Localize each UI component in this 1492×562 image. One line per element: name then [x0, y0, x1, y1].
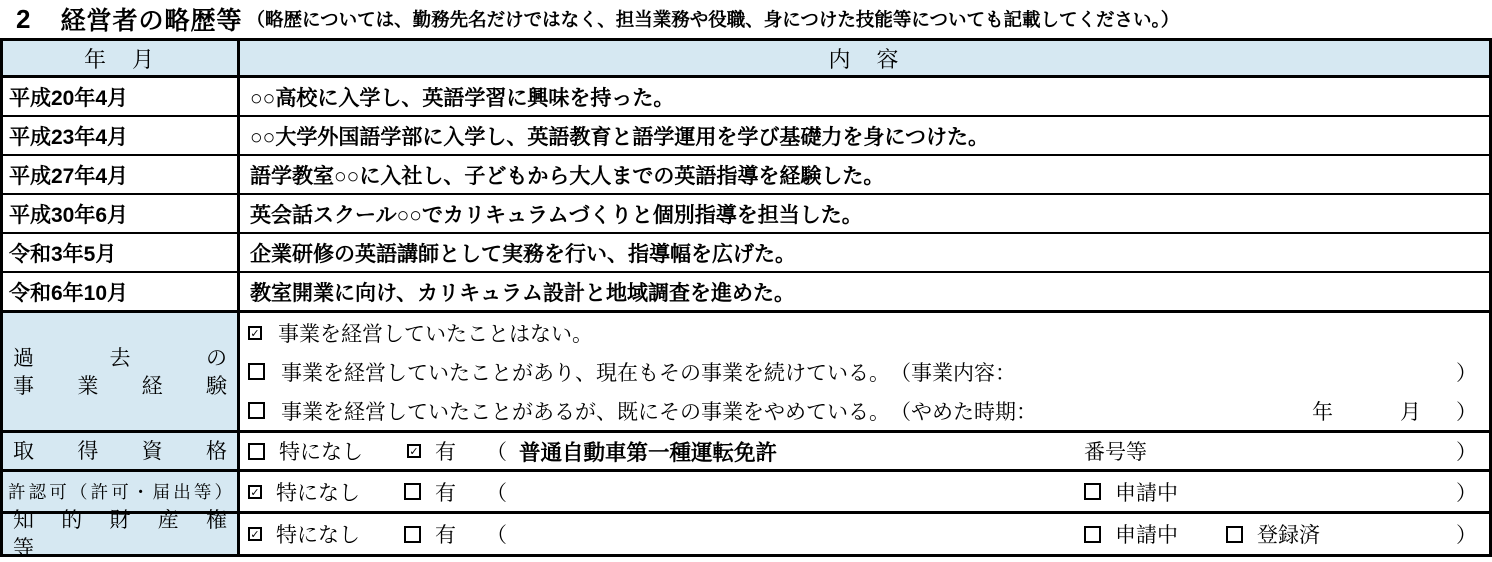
history-date: 平成27年4月	[3, 156, 240, 193]
history-content: 語学教室○○に入社し、子どもから大人までの英語指導を経験した。	[250, 164, 885, 188]
history-content: ○○大学外国語学部に入学し、英語教育と語学運用を学び基礎力を身につけた。	[250, 125, 989, 149]
quit-date-paren-open: （やめた時期：	[890, 399, 1037, 424]
checkbox-ip-have[interactable]	[404, 526, 421, 543]
qualifications-have-label: 有	[435, 440, 456, 464]
ip-content	[240, 514, 1489, 554]
checkbox-past-business-quit[interactable]	[248, 402, 265, 419]
ip-paren-close: ）	[1456, 523, 1477, 547]
table-header-row	[3, 41, 1489, 78]
history-content: 教室開業に向け、カリキュラム設計と地域調査を進めた。	[250, 281, 795, 305]
checkbox-permits-applying[interactable]	[1084, 483, 1101, 500]
past-option-none-label: 事業を経営していたことはない。	[278, 321, 593, 346]
permits-have-label: 有	[435, 480, 456, 505]
history-date: 平成30年6月	[3, 195, 240, 232]
header-content	[240, 41, 1489, 75]
checkbox-no-past-business[interactable]	[248, 326, 262, 340]
checkbox-qualifications-have[interactable]	[407, 444, 421, 458]
business-detail-paren-open: （事業内容：	[890, 360, 1016, 385]
past-option-continuing-label: 事業を経営していたことがあり、現在もその事業を続けている。	[281, 360, 890, 385]
business-detail-paren-close: ）	[1456, 360, 1477, 385]
history-content: 企業研修の英語講師として実務を行い、指導幅を広げた。	[250, 242, 796, 266]
table-row	[3, 156, 1489, 195]
quit-date-paren-close: ）	[1456, 399, 1477, 424]
history-date: 令和6年10月	[3, 273, 240, 310]
history-content: ○○高校に入学し、英語学習に興味を持った。	[250, 86, 675, 110]
ip-label: 知 的 財 産 権 等	[13, 508, 248, 560]
qualifications-number-label: 番号等	[1084, 440, 1147, 464]
checkbox-ip-none[interactable]	[248, 527, 262, 541]
section-note: （略歴については、勤務先名だけではなく、担当業務や役職、身につけた技能等についても記載してください。）	[246, 9, 1180, 30]
qualifications-content	[240, 433, 1489, 469]
checkbox-qualifications-none[interactable]	[248, 443, 265, 460]
qualifications-label: 取 得 資 格	[13, 439, 227, 463]
past-option-continuing	[240, 352, 1489, 391]
past-business-label-line2: 事 業 経 験	[13, 373, 227, 398]
permits-label: 許認可（許可・届出等）	[8, 481, 232, 502]
past-option-quit	[240, 391, 1489, 430]
qualifications-paren-open: （	[486, 440, 507, 464]
checkbox-ip-registered[interactable]	[1226, 526, 1243, 543]
section-number: 2	[16, 3, 31, 34]
past-business-row	[3, 313, 1489, 433]
past-business-label-line1: 過 去 の	[13, 345, 227, 370]
ip-registered-label: 登録済	[1257, 523, 1320, 547]
ip-row	[3, 508, 1489, 560]
qualifications-row	[3, 433, 1489, 472]
table-row	[3, 273, 1489, 313]
permits-applying-area	[1084, 477, 1456, 507]
table-row	[3, 195, 1489, 234]
past-option-quit-label: 事業を経営していたことがあるが、既にその事業をやめている。	[281, 399, 890, 424]
checkbox-past-business-continuing[interactable]	[248, 363, 265, 380]
permits-none-label: 特になし	[276, 480, 360, 505]
qualifications-none-label: 特になし	[279, 440, 363, 464]
checkbox-permits-have[interactable]	[404, 483, 421, 500]
table-row	[3, 117, 1489, 156]
history-content: 英会話スクール○○でカリキュラムづくりと個別指導を担当した。	[250, 203, 863, 227]
table-row	[3, 78, 1489, 117]
career-table	[0, 38, 1492, 560]
section-title	[0, 0, 1492, 38]
quit-year-label: 年	[1312, 399, 1333, 424]
table-row	[3, 234, 1489, 273]
history-date: 令和3年5月	[3, 234, 240, 271]
qualifications-value: 普通自動車第一種運転免許	[519, 440, 778, 465]
ip-applying-label: 申請中	[1115, 523, 1178, 547]
qualifications-number-area	[1084, 436, 1456, 466]
past-business-label	[3, 313, 240, 430]
history-date: 平成23年4月	[3, 117, 240, 154]
ip-status-area	[1084, 519, 1456, 549]
qualifications-paren-close: ）	[1456, 440, 1477, 464]
ip-paren-open: （	[486, 523, 507, 547]
checkbox-permits-none[interactable]	[248, 485, 262, 499]
ip-none-label: 特になし	[276, 523, 360, 547]
header-year-month-label: 年 月	[83, 46, 156, 72]
past-option-none	[240, 313, 1489, 352]
header-year-month	[3, 41, 240, 75]
permits-content	[240, 472, 1489, 511]
ip-label-cell	[3, 508, 248, 560]
past-business-options	[240, 313, 1489, 430]
quit-month-label: 月	[1400, 399, 1421, 424]
permits-paren-close: ）	[1456, 480, 1477, 505]
ip-have-label: 有	[435, 523, 456, 547]
history-date: 平成20年4月	[3, 78, 240, 115]
qualifications-label-cell	[3, 433, 240, 469]
permits-applying-label: 申請中	[1115, 480, 1178, 505]
section-heading: 経営者の略歴等	[60, 7, 243, 35]
checkbox-ip-applying[interactable]	[1084, 526, 1101, 543]
header-content-label: 内 容	[828, 46, 901, 72]
permits-paren-open: （	[486, 480, 507, 505]
